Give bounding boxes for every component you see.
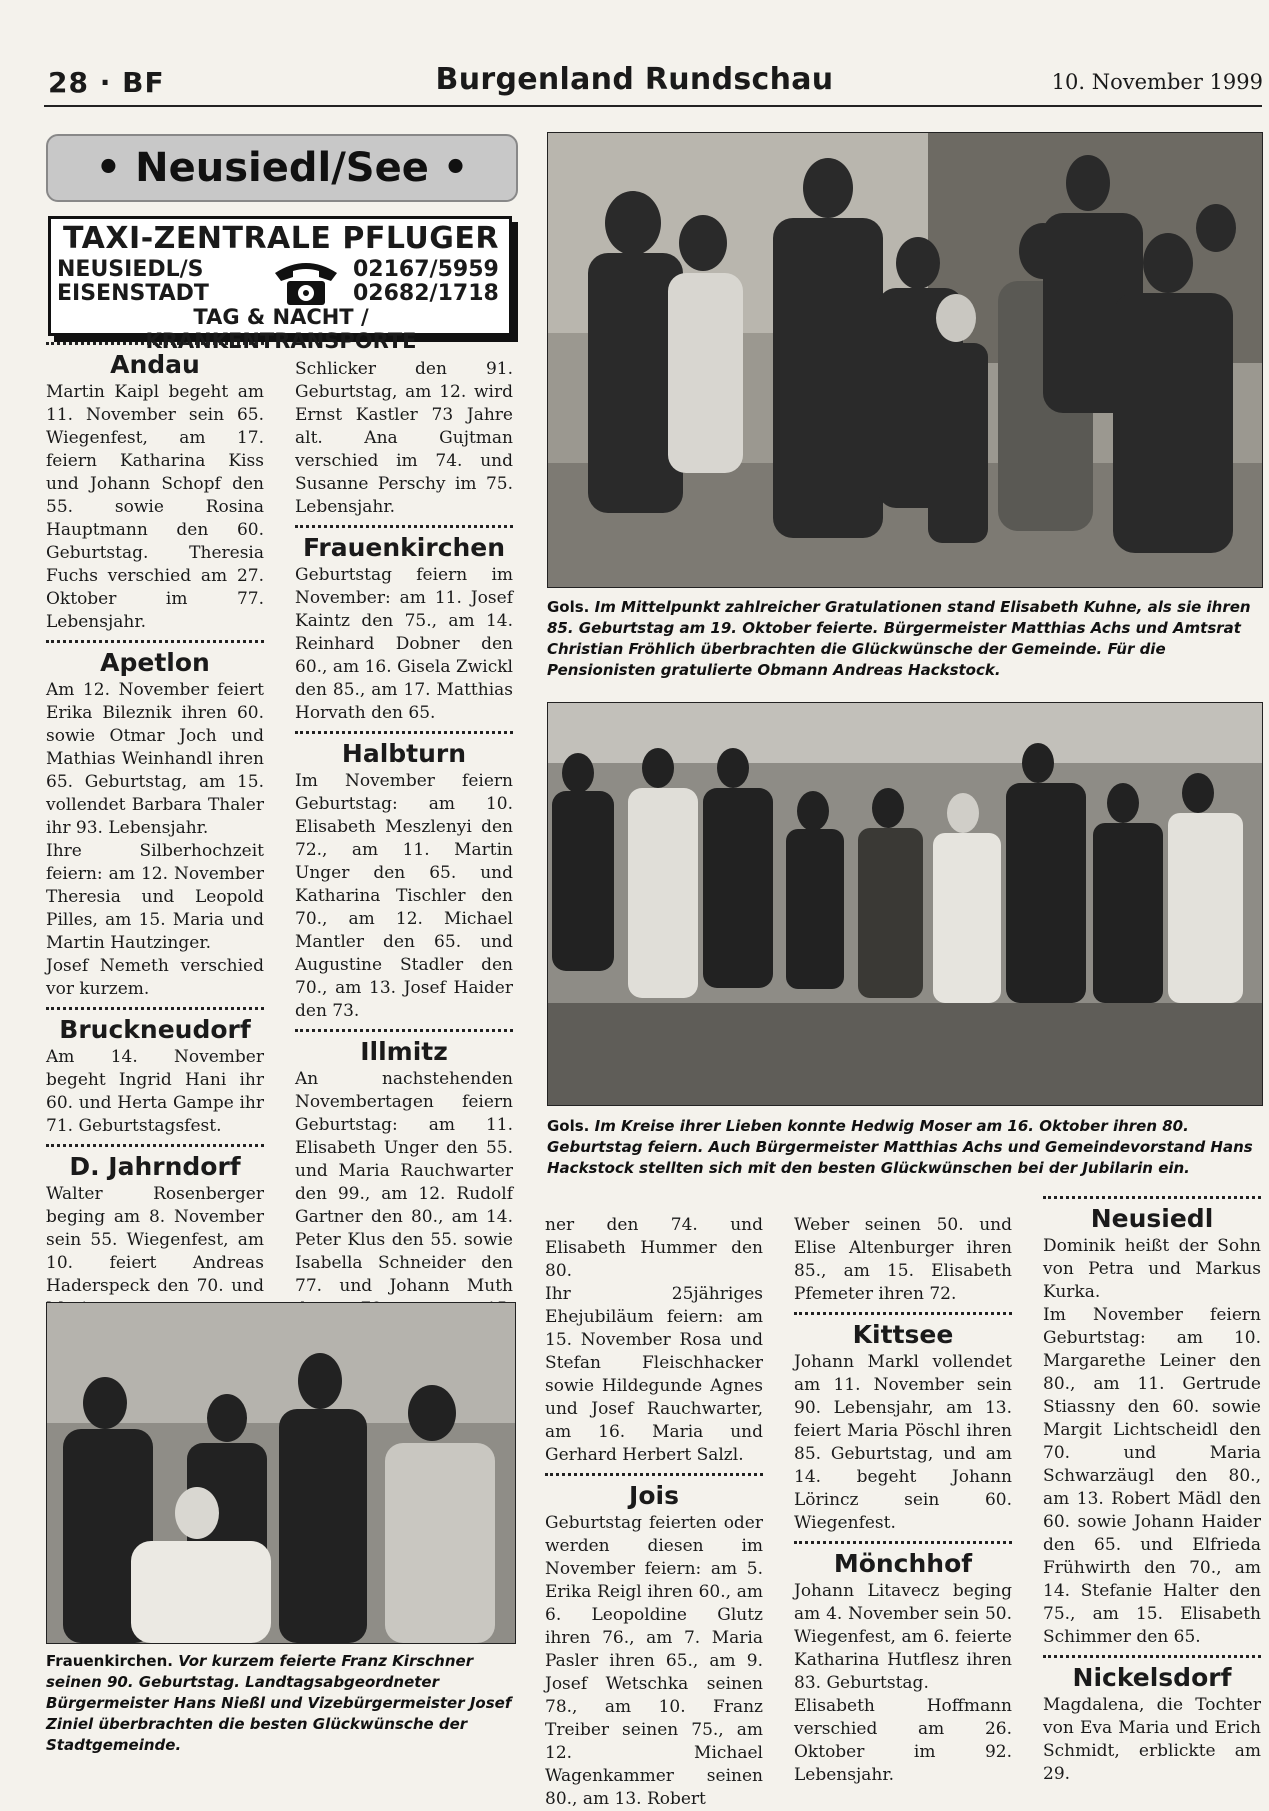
divider [295,731,513,734]
taxi-city-1: NEUSIEDL/S [57,257,204,282]
divider [1043,1196,1261,1199]
page-number: 28 · BF [48,66,165,99]
taxi-service-line: TAG & NACHT / KRANKENTRANSPORTE [145,305,417,353]
column-4 [794,1214,1012,1787]
section-text-bruckneudorf: Am 14. November begeht Ingrid Hani ihr 60. und Herta Gampe ihr 71. Geburtstagsfest. [46,1047,264,1136]
taxi-advertisement [48,216,512,353]
section-text-apetlon-3: Josef Nemeth verschied vor kurzem. [46,956,264,999]
section-heading-kittsee: Kittsee [852,1320,954,1349]
section-text-apetlon-2: Ihre Silberhochzeit feiern: am 12. November Theresia und Leopold Pilles, am 15. Maria und Martin Hautzinger. [46,841,264,953]
photo-caption-1 [547,597,1259,681]
photo-frauenkirchen-kirschner [46,1302,516,1644]
section-heading-frauenkirchen: Frauenkirchen [302,533,506,562]
section-heading-neusiedl: Neusiedl [1090,1204,1214,1233]
section-text-djahrndorf: Walter Rosenberger beging am 8. November sein 55. Wiegenfest, am 10. feiert Andreas Haderspeck den 70. und [46,1184,264,1296]
photo-gols-kuhne [547,132,1263,588]
divider [46,640,264,643]
issue-date: 10. November 1999 [1051,70,1263,94]
section-text-frauenkirchen: Geburtstag feiern im November: am 11. Josef Kaintz den 75., am 14. Reinhard Dobner den 60., am 16. Gisela Zwickl den 85., am 17. Matthias Horvath den 65. [295,565,513,723]
section-heading-andau: Andau [110,350,200,379]
taxi-title: TAXI-ZENTRALE PFLUGER [63,221,499,256]
section-text-ehejubilaeum: Ihr 25jähriges Ehejubiläum feiern: am 15. November Rosa und Stefan Fleischhacker sowie Hildegunde Agnes und Josef Rauchwarter, am 16. Maria und Gerhard Herbert Salzl. [545,1284,763,1465]
telephone-icon [271,257,341,307]
section-heading-illmitz: Illmitz [360,1037,448,1066]
caption-lead: Frauenkirchen. [46,1652,173,1670]
divider [794,1541,1012,1544]
taxi-city-2: EISENSTADT [57,281,209,306]
section-heading-nickelsdorf: Nickelsdorf [1072,1663,1232,1692]
section-text-continued: ner den 74. und Elisabeth Hummer den 80. [545,1215,763,1281]
divider [1043,1655,1261,1658]
section-text-moenchhof: Johann Litavecz beging am 4. November sein 50. Wiegenfest, am 6. feierte Katharina Hutflesz ihren 83. Geburtstag. [794,1581,1012,1693]
section-heading-djahrndorf: D. Jahrndorf [69,1152,241,1181]
divider [295,525,513,528]
section-text-jois: Geburtstag feierten oder werden diesen im November feiern: am 5. Erika Reigl ihren 60., am 6. Leopoldine Glutz ihren 76., am 7. Maria Pasler ihren 65., am 9. Josef Wetschka seinen 78., am 10. Franz Treiber seinen 75., am 12. Michael Wagenkammer seinen 80., am 13. Robert [545,1513,763,1809]
section-heading-moenchhof: Mönchhof [833,1549,973,1578]
header-rule [44,105,1262,107]
newspaper-title: Burgenland Rundschau [435,62,834,97]
section-text-halbturn: Im November feiern Geburtstag: am 10. Elisabeth Meszlenyi den 72., am 11. Martin Unger den 65. und Katharina Tischler den 70., am 12. Michael Mantler den 65. und Augustine Stadler den 70., am 13. Josef Haider den 73. [295,771,513,1021]
column-1 [46,342,264,1321]
column-3 [545,1214,763,1811]
section-text-continued: Weber seinen 50. und Elise Altenburger ihren 85., am 15. Elisabeth Pfemeter ihren 72. [794,1215,1012,1304]
caption-text: Im Kreise ihrer Lieben konnte Hedwig Moser am 16. Oktober ihren 80. Geburtstag feiern. Auch Bürgermeister Matthias Achs und Gemeindevorstand Hans Hackstock stellten sich mit den besten Glückwünschen bei der Jubilarin ein. [547,1117,1253,1177]
section-text-nickelsdorf: Magdalena, die Tochter von Eva Maria und Erich Schmidt, erblickte am 29. [1043,1695,1261,1784]
divider [46,1144,264,1147]
section-text-illmitz: An nachstehenden Novembertagen feiern Geburtstag: am 11. Elisabeth Unger den 55. und Maria Rauchwarter den 99., am 12. Rudolf Gartner den 80., am 14. Peter Klus den 55. sowie Isabella Schneider den 77. und Johann Muth [295,1069,513,1296]
section-text-neusiedl: Dominik heißt der Sohn von Petra und Markus Kurka. [1043,1236,1261,1302]
divider [794,1312,1012,1315]
section-banner: • Neusiedl/See • [46,134,518,202]
section-text-neusiedl-2: Im November feiern Geburtstag: am 10. Margarethe Leiner den 80., am 11. Gertrude Stiassny den 60. sowie Margit Lichtscheidl den 70. und Maria Schwarzäugl den 80., am 13. Robert Mädl den 60. sowie Johann Haider den 65. und Elfrieda Frühwirth den 70., am 14. Stefanie Halter den 75., am 15. Elisabeth Schimmer den 65. [1043,1305,1261,1647]
section-text-continued: Schlicker den 91. Geburtstag, am 12. wird Ernst Kastler 73 Jahre alt. Ana Gujtman verschied im 74. und Susanne Perschy im 75. Lebensjahr. [295,359,513,517]
section-heading-halbturn: Halbturn [341,739,467,768]
column-2 [295,358,513,1390]
caption-lead: Gols. [547,598,590,616]
caption-text: Vor kurzem feierte Franz Kirschner seinen 90. Geburtstag. Landtagsabgeordneter Bürgermeister Hans Nießl und Vizebürgermeister Josef Ziniel überbrachten die besten Glückwünsche der Stadtgemeinde. [46,1652,512,1754]
column-5 [1043,1196,1261,1786]
photo-group-figures [548,703,1262,1105]
section-text-kittsee: Johann Markl vollendet am 11. November sein 90. Lebensjahr, am 13. feiert Maria Pöschl ihren 85. Geburtstag, und am 14. begeht Johann Lörincz sein 60. Wiegenfest. [794,1352,1012,1533]
divider [295,1029,513,1032]
section-text-andau: Martin Kaipl begeht am 11. November sein 65. Wiegenfest, am 17. feiern Katharina Kiss und Johann Schopf den 55. sowie Rosina Hauptmann den 60. Geburtstag. Theresia Fuchs verschied am 27. Oktober im 77. Lebensjahr. [46,382,264,632]
photo-group-figures [548,133,1262,587]
caption-text: Im Mittelpunkt zahlreicher Gratulationen stand Elisabeth Kuhne, als sie ihren 85. Geburtstag am 19. Oktober feierte. Bürgermeister Matthias Achs und Amtsrat Christian Fröhlich überbrachten die Glückwünsche der Gemeinde. Für die Pensionisten gratulierte Obmann Andreas Hackstock. [547,598,1251,679]
section-text-apetlon: Am 12. November feiert Erika Bileznik ihren 60. sowie Otmar Joch und Mathias Weinhandl ihren 65. Geburtstag, am 15. vollendet Barbara Thaler ihr 93. Lebensjahr. [46,680,264,838]
divider [46,342,264,345]
divider [545,1473,763,1476]
photo-caption-2 [547,1116,1259,1179]
taxi-phone-1: 02167/5959 [353,257,499,282]
divider [46,1007,264,1010]
caption-lead: Gols. [547,1117,590,1135]
photo-caption-3 [46,1651,516,1756]
section-heading-apetlon: Apetlon [100,648,210,677]
photo-gols-moser [547,702,1263,1106]
taxi-phone-2: 02682/1718 [353,281,499,306]
section-text-moenchhof-2: Elisabeth Hoffmann verschied am 26. Oktober im 92. Lebensjahr. [794,1696,1012,1785]
photo-group-figures [47,1303,515,1643]
section-heading-bruckneudorf: Bruckneudorf [59,1015,251,1044]
section-heading-jois: Jois [629,1481,679,1510]
